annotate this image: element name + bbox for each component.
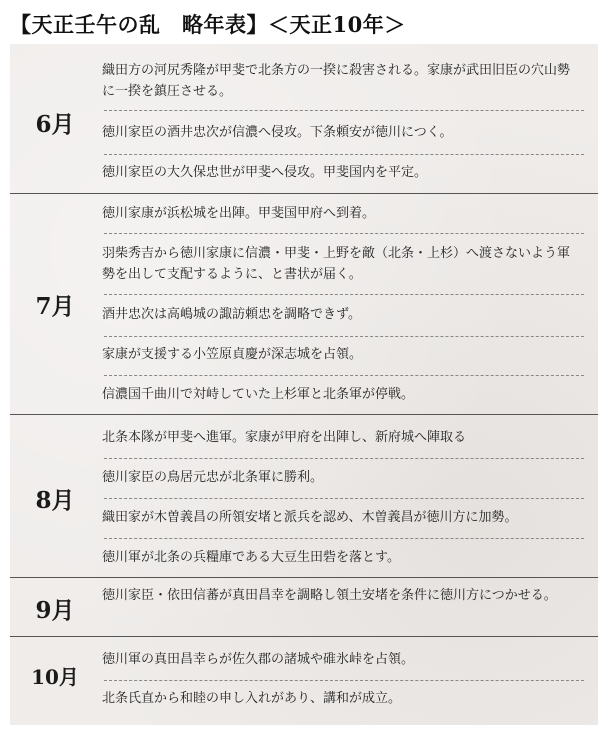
- event-item: 徳川家臣の酒井忠次が信濃へ侵攻。下条頼安が徳川につく。: [102, 125, 453, 140]
- dashed-divider: [104, 680, 584, 681]
- event-item: 徳川軍が北条の兵糧庫である大豆生田砦を落とす。: [102, 550, 400, 565]
- month-section-august: [10, 414, 598, 578]
- event-item: 徳川家臣の大久保忠世が甲斐へ侵攻。甲斐国内を平定。: [102, 165, 428, 180]
- event-item: 家康が支援する小笠原貞慶が深志城を占領。: [102, 347, 363, 362]
- event-item: 徳川軍の真田昌幸らが佐久郡の諸城や碓氷峠を占領。: [102, 652, 415, 667]
- event-item: 徳川家康が浜松城を出陣。甲斐国甲府へ到着。: [102, 206, 376, 221]
- event-item: 徳川家臣の鳥居元忠が北条軍に勝利。: [102, 470, 324, 485]
- chronology-panel: [10, 44, 598, 725]
- month-label: 6月: [35, 111, 75, 138]
- event-item: 北条氏直から和睦の申し入れがあり、講和が成立。: [102, 691, 402, 706]
- page-title: 【天正壬午の乱 略年表】＜天正10年＞: [10, 12, 406, 37]
- event-item: 北条本隊が甲斐へ進軍。家康が甲府を出陣し、新府城へ陣取る: [102, 430, 467, 445]
- event-item: 徳川家臣・依田信蕃が真田昌幸を調略し領土安堵を条件に徳川方につかせる。: [102, 588, 557, 603]
- month-section-june: [10, 44, 598, 194]
- dashed-divider: [104, 154, 584, 155]
- dashed-divider: [104, 458, 584, 459]
- event-item: 信濃国千曲川で対峙していた上杉軍と北条軍が停戦。: [102, 387, 415, 402]
- dashed-divider: [104, 294, 584, 295]
- dashed-divider: [104, 233, 584, 234]
- event-item: 織田方の河尻秀隆が甲斐で北条方の一揆に殺害される。家康が武田旧臣の穴山勢に一揆を鎮圧させる。: [102, 63, 571, 99]
- month-section-october: [10, 636, 598, 725]
- month-label: 10月: [31, 665, 79, 689]
- dashed-divider: [104, 110, 584, 111]
- month-section-july: [10, 193, 598, 415]
- month-label: 9月: [35, 597, 75, 624]
- dashed-divider: [104, 538, 584, 539]
- event-item: 羽柴秀吉から徳川家康に信濃・甲斐・上野を敵（北条・上杉）へ渡さないよう軍勢を出して支配するように、と書状が届く。: [102, 246, 571, 282]
- month-section-september: [10, 577, 598, 637]
- month-label: 7月: [35, 293, 75, 320]
- event-item: 織田家が木曽義昌の所領安堵と派兵を認め、木曽義昌が徳川方に加勢。: [102, 510, 518, 525]
- event-item: 酒井忠次は高嶋城の諏訪頼忠を調略できず。: [102, 307, 361, 322]
- dashed-divider: [104, 336, 584, 337]
- dashed-divider: [104, 498, 584, 499]
- month-label: 8月: [35, 487, 75, 514]
- dashed-divider: [104, 375, 584, 376]
